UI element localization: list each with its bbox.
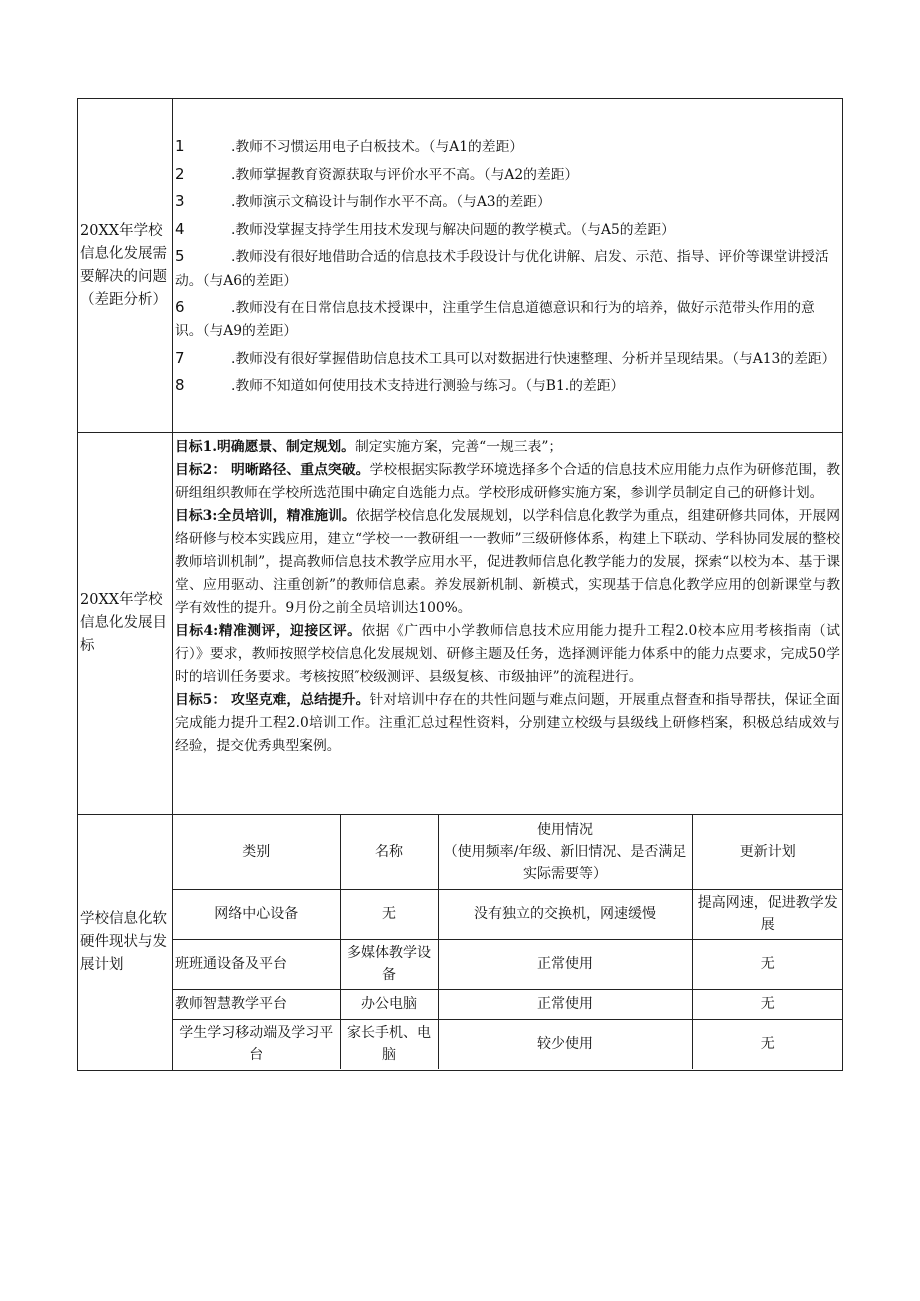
table-cell: 正常使用 [438, 939, 692, 989]
gap-item: 5 .教师没有很好地借助合适的信息技术手段设计与优化讲解、启发、示范、指导、评价等课堂讲授活动。（与A6的差距） [175, 247, 829, 289]
column-header: 名称 [340, 815, 438, 889]
gap-item: 2 .教师掌握教育资源获取与评价水平不高。（与A2的差距） [175, 164, 579, 183]
document-page [77, 98, 843, 1071]
goal-item: 目标3:全员培训，精准施训。依据学校信息化发展规划，以学科信息化教学为重点，组建研修共同体，开展网络研修与校本实践应用，建立“学校一一教研组一一教师”三级研修体系，构建上下联动、学科协同发展的整校教师培训机制”，提高教师信息技术教学应用水平，促进教师信息化教学能力的发展，探索“以校为本、基于课堂、应用驱动、注重创新”的教师信息素。养发展新机制、新模式，实现基于信息化教学应用的创新课堂与教学有效性的提升。9月份之前全员培训达100%。 [175, 508, 840, 616]
table-cell: 家长手机、电脑 [340, 1019, 438, 1069]
gap-item: 1 .教师不习惯运用电子白板技术。（与A1的差距） [175, 137, 524, 156]
table-cell: 学生学习移动端及学习平台 [173, 1019, 340, 1069]
column-header: 类别 [173, 815, 340, 889]
table-row [173, 989, 843, 1019]
hardware-table [173, 815, 843, 1069]
table-cell: 班班通设备及平台 [173, 939, 340, 989]
column-header: 使用情况 （使用频率/年级、新旧情况、是否满足实际需要等） [438, 815, 692, 889]
goal-item: 目标4:精准测评，迎接区评。依据《广西中小学教师信息技术应用能力提升工程2.0校本应用考核指南（试行）》要求，教师按照学校信息化发展规划、研修主题及任务，选择测评能力体系中的能力点要求，完成50学时的培训任务要求。考核按照″校级测评、县级复核、市级抽评”的流程进行。 [175, 623, 840, 685]
gap-item: 8 .教师不知道如何使用技术支持进行测验与练习。（与B1.的差距） [175, 376, 625, 395]
hardware-content [173, 815, 843, 1071]
table-cell: 提高网速，促进教学发展 [692, 889, 843, 939]
goal-item: 目标1.明确愿景、制定规划。制定实施方案，完善“一规三表”； [175, 439, 563, 455]
gap-list [173, 115, 842, 415]
goal-list [173, 433, 842, 814]
table-cell: 无 [692, 989, 843, 1019]
table-cell: 没有独立的交换机，网速缓慢 [438, 889, 692, 939]
goals-row [78, 433, 843, 815]
table-cell: 无 [340, 889, 438, 939]
gaps-row [78, 99, 843, 433]
goals-content [173, 433, 843, 815]
table-cell: 多媒体教学设备 [340, 939, 438, 989]
hardware-heading: 学校信息化软硬件现状与发展计划 [78, 815, 173, 1071]
table-cell: 正常使用 [438, 989, 692, 1019]
table-cell: 教师智慧教学平台 [173, 989, 340, 1019]
gap-item: 7 .教师没有很好掌握借助信息技术工具可以对数据进行快速整理、分析并呈现结果。（与A13的差距） [175, 348, 836, 367]
table-row [173, 889, 843, 939]
table-cell: 无 [692, 939, 843, 989]
column-header: 更新计划 [692, 815, 843, 889]
goals-heading: 20XX年学校信息化发展目标 [78, 433, 173, 815]
goal-item: 目标5： 攻坚克难，总结提升。针对培训中存在的共性问题与难点问题，开展重点督查和指导帮扶，保证全面完成能力提升工程2.0培训工作。注重汇总过程性资料，分别建立校级与县级线上研修档案，积极总结成效与经验，提交优秀典型案例。 [175, 692, 841, 754]
table-header-row [173, 815, 843, 889]
hardware-row [78, 815, 843, 1071]
gap-item: 3 .教师演示文稿设计与制作水平不高。（与A3的差距） [175, 192, 551, 211]
table-row [173, 939, 843, 989]
gaps-content [173, 99, 843, 433]
gap-item: 4 .教师没掌握支持学生用技术发现与解决问题的教学模式。（与A5的差距） [175, 219, 675, 238]
table-cell: 办公电脑 [340, 989, 438, 1019]
table-cell: 较少使用 [438, 1019, 692, 1069]
table-cell: 无 [692, 1019, 843, 1069]
table-row [173, 1019, 843, 1069]
plan-table [77, 98, 843, 1071]
gaps-heading: 20XX年学校信息化发展需要解决的问题（差距分析） [78, 99, 173, 433]
table-cell: 网络中心设备 [173, 889, 340, 939]
goal-item: 目标2： 明晰路径、重点突破。学校根据实际教学环境选择多个合适的信息技术应用能力点作为研修范围，教研组组织教师在学校所选范围中确定自选能力点。学校形成研修实施方案，参训学员制定自己的研修计划。 [175, 462, 841, 501]
gap-item: 6 .教师没有在日常信息技术授课中，注重学生信息道德意识和行为的培养，做好示范带头作用的意识。（与A9的差距） [175, 297, 815, 340]
